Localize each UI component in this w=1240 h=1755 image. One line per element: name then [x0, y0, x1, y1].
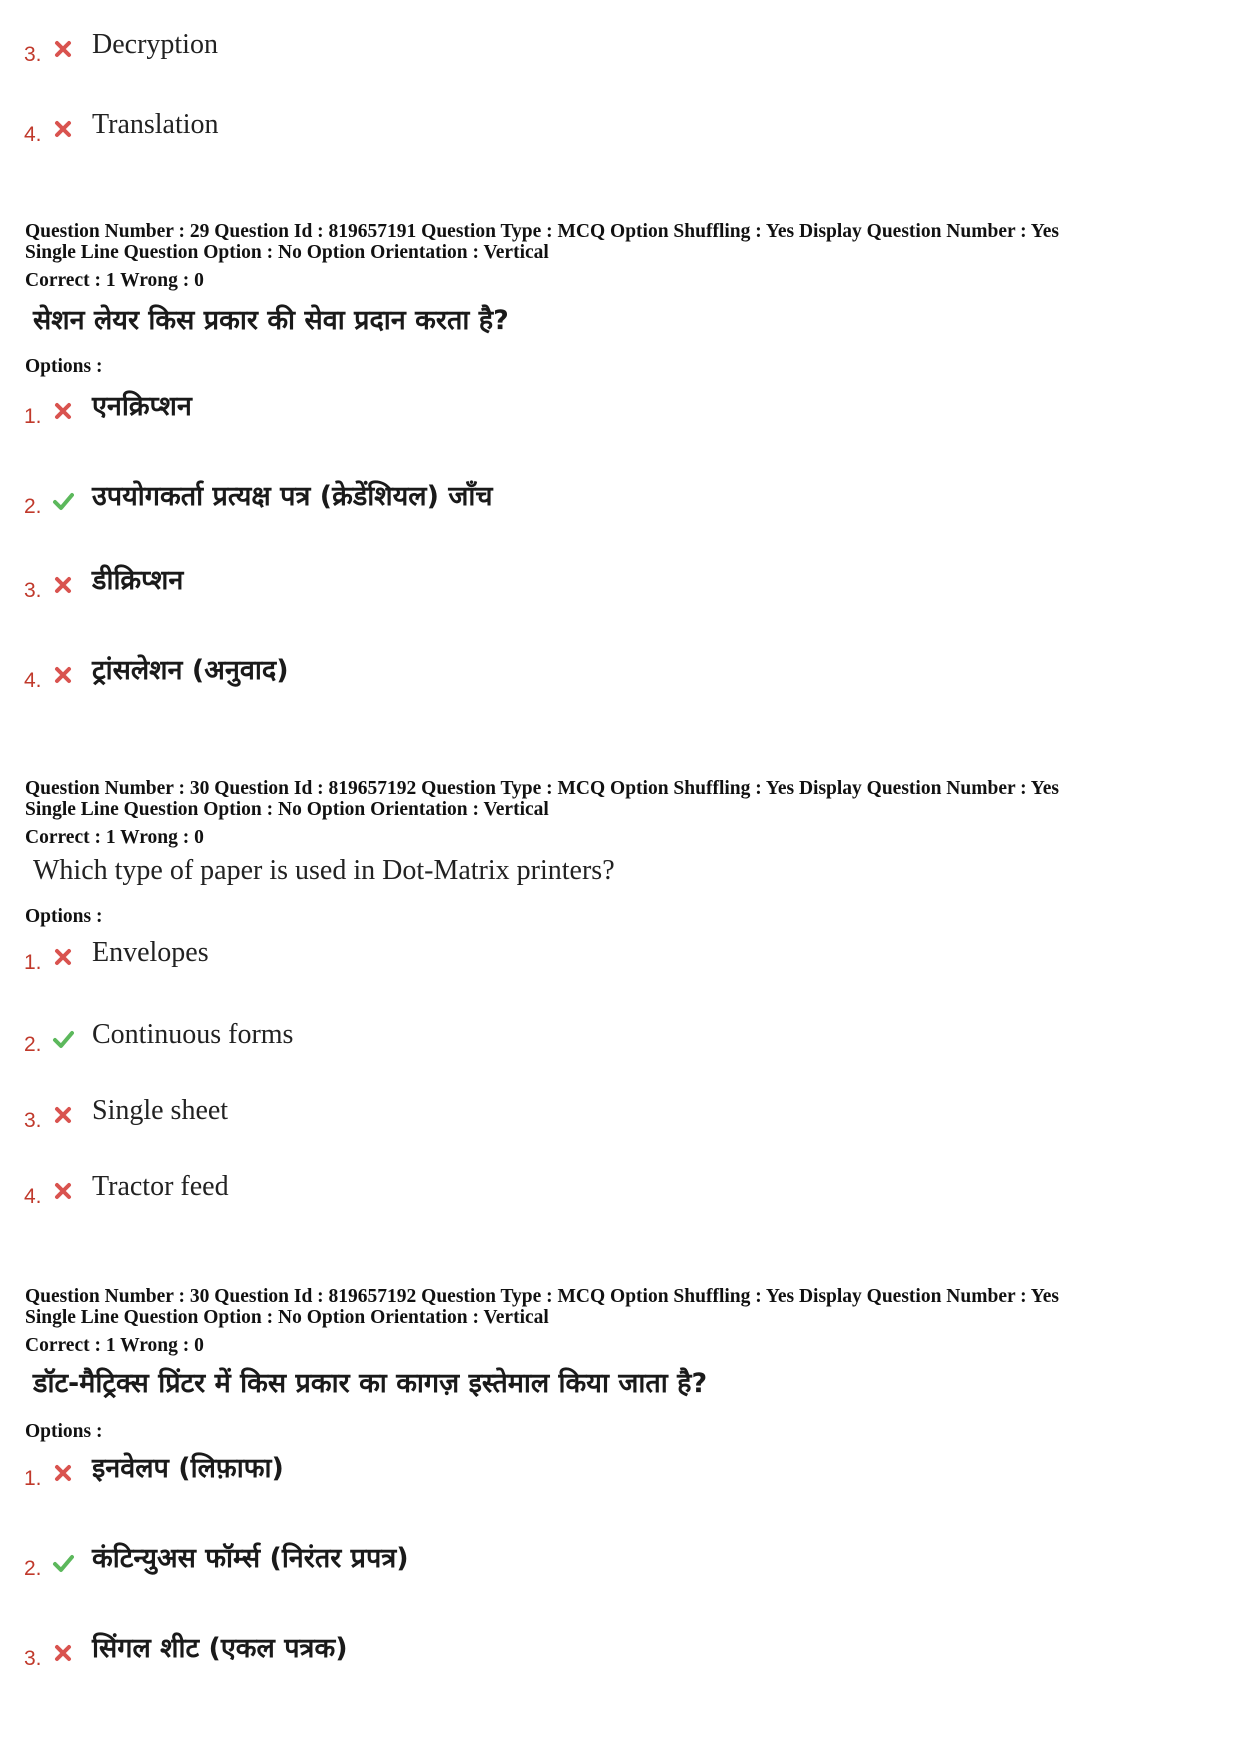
- option-row: [24, 1172, 1124, 1212]
- option-text: कंटिन्युअस फॉर्म्स (निरंतर प्रपत्र): [92, 1543, 409, 1574]
- question-meta: [25, 778, 1059, 820]
- question-meta-line1: Question Number : 30 Question Id : 819657192 Question Type : MCQ Option Shuffling : Yes Display Question Number : Yes: [25, 778, 1059, 799]
- option-number: 3.: [24, 579, 42, 602]
- question-meta-line2: Single Line Question Option : No Option Orientation : Vertical: [25, 799, 549, 820]
- option-row: [24, 566, 1124, 606]
- cross-icon: [52, 1104, 74, 1126]
- option-text: एनक्रिप्शन: [92, 391, 192, 422]
- option-number: 4.: [24, 1185, 42, 1208]
- option-row: [24, 30, 1124, 70]
- option-text: Translation: [92, 109, 219, 140]
- option-row: [24, 482, 1124, 522]
- question-meta-line1: Question Number : 29 Question Id : 819657191 Question Type : MCQ Option Shuffling : Yes Display Question Number : Yes: [25, 221, 1059, 242]
- option-number: 2.: [24, 1033, 42, 1056]
- option-text: Single sheet: [92, 1095, 229, 1126]
- options-label: Options :: [25, 906, 103, 927]
- options-label: Options :: [25, 356, 103, 377]
- cross-icon: [52, 1462, 74, 1484]
- option-row: [24, 1020, 1124, 1060]
- question-meta-line2: Single Line Question Option : No Option Orientation : Vertical: [25, 1307, 549, 1328]
- question-marks: Correct : 1 Wrong : 0: [25, 270, 204, 291]
- question-text: Which type of paper is used in Dot-Matrix printers?: [33, 855, 615, 886]
- option-text: ट्रांसलेशन (अनुवाद): [92, 655, 289, 686]
- question-meta-line2: Single Line Question Option : No Option Orientation : Vertical: [25, 242, 549, 263]
- cross-icon: [52, 1642, 74, 1664]
- question-marks: Correct : 1 Wrong : 0: [25, 827, 204, 848]
- option-text: डीक्रिप्शन: [92, 565, 184, 596]
- option-row: [24, 1634, 1124, 1674]
- option-text: Envelopes: [92, 937, 209, 968]
- check-icon: [52, 490, 74, 512]
- option-row: [24, 392, 1124, 432]
- option-text: Tractor feed: [92, 1171, 229, 1202]
- option-row: [24, 1096, 1124, 1136]
- option-number: 4.: [24, 669, 42, 692]
- check-icon: [52, 1552, 74, 1574]
- option-row: [24, 1454, 1124, 1494]
- option-number: 3.: [24, 43, 42, 66]
- options-label: Options :: [25, 1421, 103, 1442]
- cross-icon: [52, 664, 74, 686]
- option-text: Continuous forms: [92, 1019, 294, 1050]
- question-text: डॉट-मैट्रिक्स प्रिंटर में किस प्रकार का कागज़ इस्तेमाल किया जाता है?: [33, 1368, 708, 1399]
- check-icon: [52, 1028, 74, 1050]
- option-row: [24, 110, 1124, 150]
- question-meta-line1: Question Number : 30 Question Id : 819657192 Question Type : MCQ Option Shuffling : Yes Display Question Number : Yes: [25, 1286, 1059, 1307]
- option-text: इनवेलप (लिफ़ाफा): [92, 1453, 284, 1484]
- option-number: 1.: [24, 951, 42, 974]
- question-meta: [25, 1286, 1059, 1328]
- option-row: [24, 1544, 1124, 1584]
- question-meta: [25, 221, 1059, 263]
- cross-icon: [52, 574, 74, 596]
- cross-icon: [52, 118, 74, 140]
- option-number: 2.: [24, 495, 42, 518]
- option-number: 3.: [24, 1647, 42, 1670]
- option-number: 1.: [24, 1467, 42, 1490]
- option-row: [24, 938, 1124, 978]
- cross-icon: [52, 1180, 74, 1202]
- option-text: सिंगल शीट (एकल पत्रक): [92, 1633, 348, 1664]
- option-text: उपयोगकर्ता प्रत्यक्ष पत्र (क्रेडेंशियल) जाँच: [92, 481, 493, 512]
- option-number: 4.: [24, 123, 42, 146]
- cross-icon: [52, 400, 74, 422]
- option-number: 3.: [24, 1109, 42, 1132]
- option-text: Decryption: [92, 29, 218, 60]
- cross-icon: [52, 946, 74, 968]
- question-text: सेशन लेयर किस प्रकार की सेवा प्रदान करता है?: [33, 305, 509, 336]
- question-marks: Correct : 1 Wrong : 0: [25, 1335, 204, 1356]
- cross-icon: [52, 38, 74, 60]
- option-number: 2.: [24, 1557, 42, 1580]
- option-row: [24, 656, 1124, 696]
- option-number: 1.: [24, 405, 42, 428]
